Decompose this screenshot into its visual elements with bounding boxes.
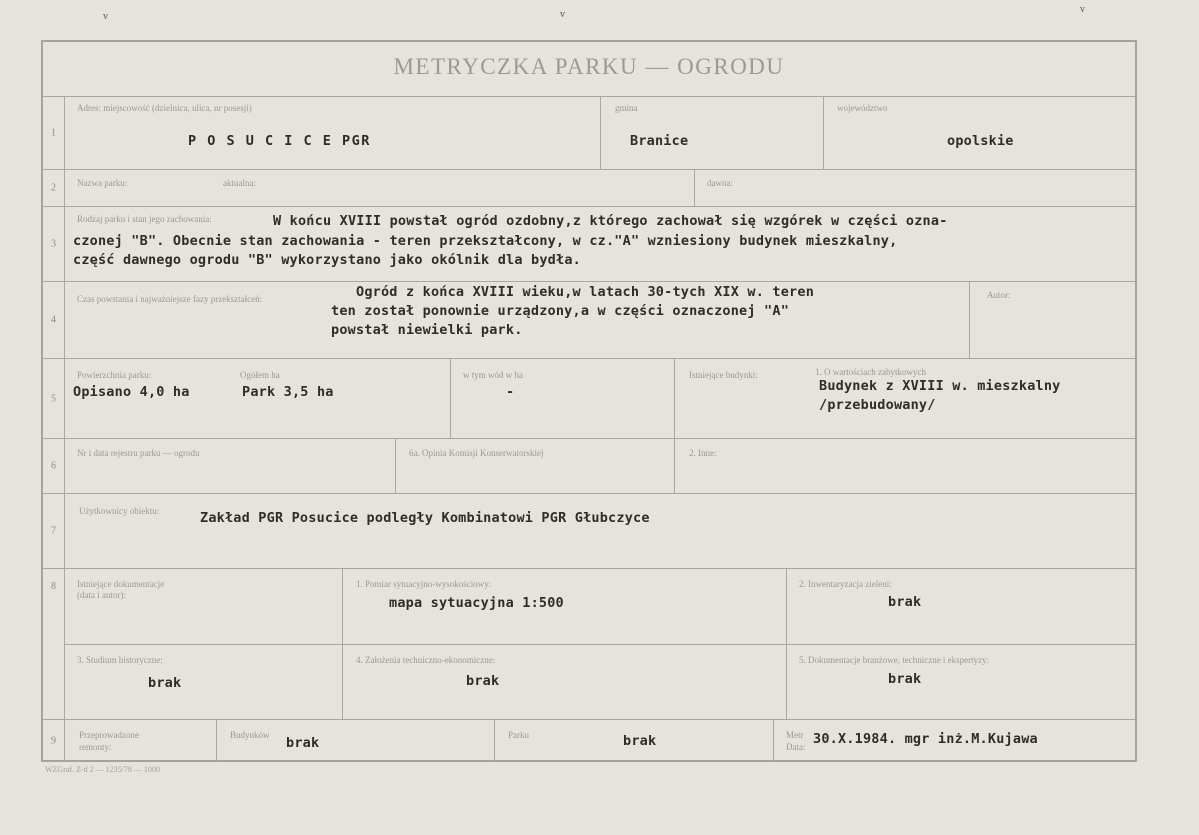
row-number: 9 xyxy=(43,720,65,762)
history-line-3: powstał niewielki park. xyxy=(331,322,523,338)
park-type-line-1: W końcu XVIII powstał ogród ozdobny,z którego zachował się wzgórek w części ozna- xyxy=(273,213,948,229)
corner-mark: v xyxy=(103,11,108,22)
row-number: 1 xyxy=(43,97,65,169)
greenery-label: 2. Inwentaryzacja zieleni: xyxy=(799,579,892,589)
history-label: Czas powstania i najważniejsze fazy przekształceń: xyxy=(77,294,263,304)
monument-line-1: Budynek z XVIII w. mieszkalny xyxy=(819,378,1061,394)
current-name-label: aktualna: xyxy=(223,178,256,188)
row-users xyxy=(43,494,1135,569)
survey-label: 1. Pomiar sytuacyjno-wysokościowy: xyxy=(356,579,492,589)
area-value: Opisano 4,0 ha xyxy=(73,384,190,400)
corner-mark: v xyxy=(560,9,565,20)
row-number: 2 xyxy=(43,170,65,206)
park-record-sheet xyxy=(41,40,1137,762)
gmina-label: gmina xyxy=(615,103,638,113)
total-label: Ogółem ha xyxy=(240,370,280,380)
gmina-value: Branice xyxy=(630,133,689,149)
park-name-label: Nazwa parku: xyxy=(77,178,128,188)
corner-mark: v xyxy=(1080,4,1085,15)
author-label: Autor: xyxy=(987,290,1011,300)
water-label: w tym wód w ha xyxy=(463,370,523,380)
row-number: 4 xyxy=(43,282,65,358)
row-number: 6 xyxy=(43,439,65,493)
address-label: Adres: miejscowość (dzielnica, ulica, nr posesji) xyxy=(77,103,252,113)
park-repair-label: Parku xyxy=(508,730,529,740)
other-label: 2. Inne: xyxy=(689,448,717,458)
history-line-2: ten został ponownie urządzony,a w części oznaczonej "A" xyxy=(331,303,790,319)
water-value: - xyxy=(506,384,515,400)
monument-label: 1. O wartościach zabytkowych xyxy=(815,367,926,377)
users-value: Zakład PGR Posucice podległy Kombinatowi PGR Głubczyce xyxy=(200,510,650,526)
monument-line-2: /przebudowany/ xyxy=(819,397,936,413)
park-repair-value: brak xyxy=(623,733,657,749)
former-name-label: dawna: xyxy=(707,178,733,188)
repairs-label: Przeprowadzone xyxy=(79,730,139,740)
row-number: 5 xyxy=(43,359,65,438)
history-line-1: Ogród z końca XVIII wieku,w latach 30-tych XIX w. teren xyxy=(356,284,815,300)
park-type-label: Rodzaj parku i stan jego zachowania: xyxy=(77,214,212,224)
survey-value: mapa sytuacyjna 1:500 xyxy=(389,595,564,611)
row-park-name xyxy=(43,170,1135,207)
docs-label: Istniejące dokumentacje xyxy=(77,579,165,589)
row-register xyxy=(43,439,1135,494)
address-value: P O S U C I C E PGR xyxy=(188,133,371,149)
date-label: Data: xyxy=(786,742,806,752)
row-number: 7 xyxy=(43,494,65,568)
buildings-repair-label: Budynków xyxy=(230,730,270,740)
date-author-value: 30.X.1984. mgr inż.M.Kujawa xyxy=(813,731,1038,747)
wojewodztwo-value: opolskie xyxy=(947,133,1014,149)
park-type-line-2: czonej "B". Obecnie stan zachowania - teren przekształcony, w cz."A" wzniesiony budynek mieszkalny, xyxy=(73,233,898,249)
total-value: Park 3,5 ha xyxy=(242,384,334,400)
row-park-type xyxy=(43,207,1135,282)
opinion-label: 6a. Opinia Komisji Konserwatorskiej xyxy=(409,448,544,458)
wojewodztwo-label: województwo xyxy=(837,103,888,113)
tech-value: brak xyxy=(466,673,500,689)
row-area xyxy=(43,359,1135,439)
users-label: Użytkownicy obiektu: xyxy=(79,506,160,516)
register-label: Nr i data rejestru parku — ogrodu xyxy=(77,448,200,458)
history-study-label: 3. Studium historyczne: xyxy=(77,655,163,665)
page-title: METRYCZKA PARKU — OGRODU xyxy=(393,54,785,79)
row-documentation xyxy=(43,569,1135,720)
greenery-value: brak xyxy=(888,594,922,610)
metr-label: Metr xyxy=(786,730,804,740)
row-address xyxy=(43,96,1135,170)
buildings-repair-value: brak xyxy=(286,735,320,751)
repairs-label-sub: remonty: xyxy=(79,742,112,752)
row-number: 3 xyxy=(43,207,65,281)
park-type-line-3: część dawnego ogrodu "B" wykorzystano jako okólnik dla bydła. xyxy=(73,252,581,268)
docs-label-sub: (data i autor): xyxy=(77,590,126,600)
tech-label: 4. Założenia techniczno-ekonomiczne: xyxy=(356,655,496,665)
area-label: Powierzchnia parku: xyxy=(77,370,152,380)
row-history xyxy=(43,282,1135,359)
history-study-value: brak xyxy=(148,675,182,691)
buildings-label: Istniejące budynki: xyxy=(689,370,758,380)
branch-label: 5. Dokumentacje branżowe, techniczne i ekspertyzy: xyxy=(799,655,990,665)
print-footer: WZGraf. Z-d 2 — 1235/78 — 1000 xyxy=(45,765,160,774)
row-number: 8 xyxy=(43,569,65,719)
row-repairs xyxy=(43,720,1135,762)
branch-value: brak xyxy=(888,671,922,687)
